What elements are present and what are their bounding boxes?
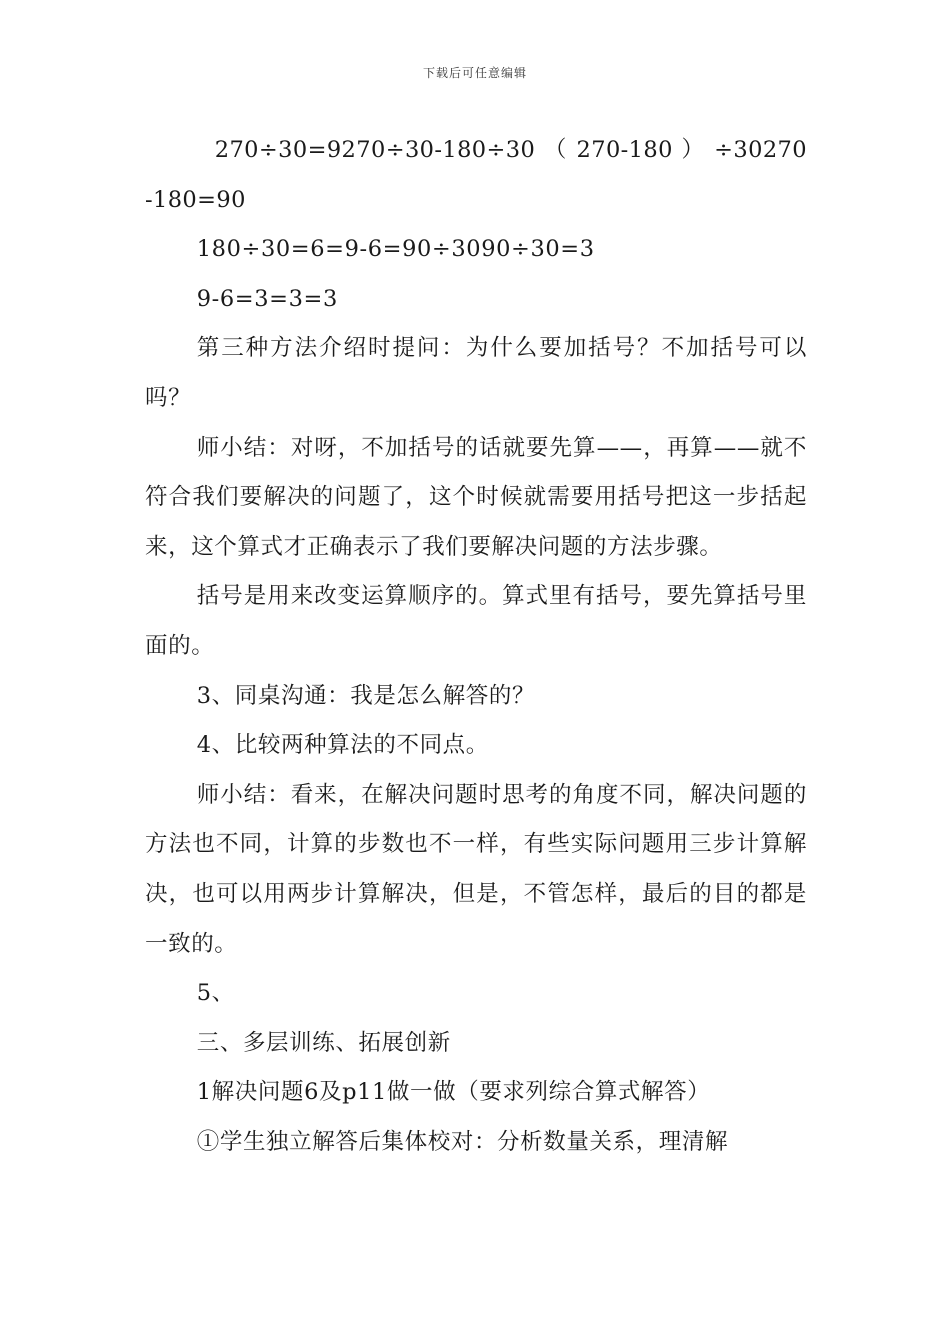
paragraph-teacher-summary-2: 师小结：看来，在解决问题时思考的角度不同，解决问题的方法也不同，计算的步数也不一样，有些实际问题用三步计算解决，也可以用两步计算解决，但是，不管怎样，最后的目的都是一致的。 — [145, 781, 807, 957]
paragraph-parentheses-rule: 括号是用来改变运算顺序的。算式里有括号，要先算括号里面的。 — [145, 583, 807, 659]
section-heading: 三、多层训练、拓展创新 — [196, 1029, 451, 1056]
paragraph-equation-2: 180÷30=6=9-6=90÷3090÷30=3 — [196, 236, 595, 263]
paragraph-teacher-summary-1: 师小结：对呀，不加括号的话就要先算——，再算——就不符合我们要解决的问题了，这个时候就需要用括号把这一步括起来，这个算式才正确表示了我们要解决问题的方法步骤。 — [145, 434, 807, 560]
page-header: 下载后可任意编辑 — [422, 66, 527, 80]
document-body — [145, 126, 807, 1167]
paragraph-exercise-check: ①学生独立解答后集体校对：分析数量关系，理清解 — [196, 1128, 729, 1155]
paragraph-step-4: 4、比较两种算法的不同点。 — [196, 732, 489, 759]
paragraph-step-5: 5、 — [196, 980, 235, 1007]
paragraph-exercise-1: 1解决问题6及p11做一做（要求列综合算式解答） — [196, 1079, 711, 1106]
paragraph-question: 第三种方法介绍时提问：为什么要加括号？不加括号可以吗？ — [145, 335, 807, 411]
paragraph-equation-3: 9-6=3=3=3 — [196, 285, 338, 312]
paragraph-step-3: 3、同桌沟通：我是怎么解答的？ — [196, 682, 536, 709]
paragraph-equation-1: 270÷30=9270÷30-180÷30 （ 270-180 ） ÷30270-180=90 — [145, 137, 807, 213]
